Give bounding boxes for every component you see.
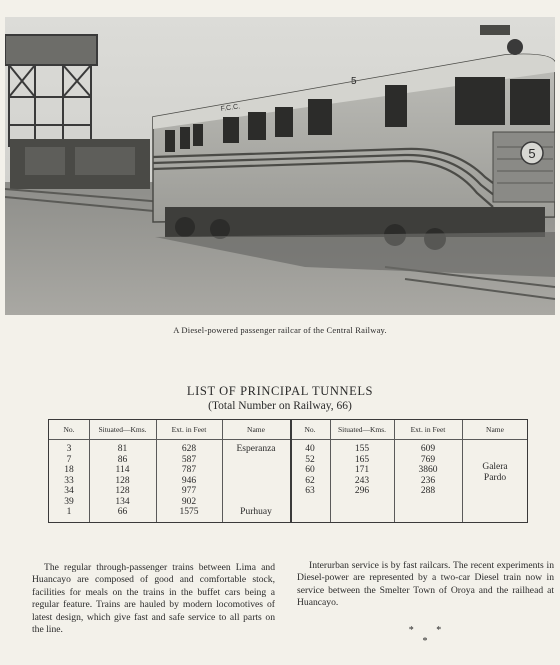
table-subtitle: (Total Number on Railway, 66) xyxy=(208,400,352,412)
right-feet-column xyxy=(394,444,462,497)
tunnel-name: Galera xyxy=(482,462,508,472)
table-cell: 628 xyxy=(181,444,197,454)
table-cell: 236 xyxy=(420,475,436,486)
header-no: No. xyxy=(63,425,75,434)
table-cell: 243 xyxy=(354,475,370,486)
ornament-stars: * * * xyxy=(408,625,452,647)
left-kms-column xyxy=(89,444,156,518)
tunnels-table xyxy=(48,419,528,523)
table-cell: 787 xyxy=(181,465,197,475)
table-cell: 66 xyxy=(117,507,128,517)
tunnel-name: Esperanza xyxy=(236,444,276,454)
right-kms-column xyxy=(330,444,394,497)
tunnel-name: Purhuay xyxy=(240,507,272,517)
table-cell: 609 xyxy=(420,444,436,454)
right-no-column xyxy=(290,444,330,497)
table-cell: 3 xyxy=(66,444,72,454)
railcar-side-number: 5 xyxy=(351,76,357,87)
table-cell: 18 xyxy=(64,465,74,475)
table-cell: 296 xyxy=(354,486,370,496)
table-cell: 171 xyxy=(354,465,370,475)
body-paragraph-left: The regular through-passenger trains between Lima and Huancayo are composed of good and comfortable stock, facilities for meals on the trains in the buffet cars being a regular feature. Trains are hauled by modern locomotives of latest design, which give fast and safe service to all parts on the line. xyxy=(32,562,275,636)
railcar-letters: F.C.C. xyxy=(220,103,241,113)
table-cell: 60 xyxy=(305,465,315,475)
table-cell: 1575 xyxy=(179,507,199,517)
table-cell: 977 xyxy=(181,486,197,496)
header-feet: Ext. in Feet xyxy=(171,425,207,434)
table-cell: 34 xyxy=(64,486,74,496)
header-name-2: Name xyxy=(486,425,504,434)
table-cell: 288 xyxy=(420,486,436,496)
railcar-photo xyxy=(5,17,555,315)
table-cell: 114 xyxy=(115,465,130,475)
table-cell: 3860 xyxy=(418,465,438,475)
table-cell: 52 xyxy=(305,454,315,465)
table-cell: 165 xyxy=(354,454,370,465)
table-cell: 128 xyxy=(115,486,130,496)
table-cell: 902 xyxy=(181,496,197,507)
body-paragraph-right: Interurban service is by fast railcars. The recent experiments in Diesel-power are represented by a two-car Diesel train now in service between the Smelter Town of Oroya and the railhead at Huancayo. xyxy=(297,560,554,609)
table-cell: 1 xyxy=(66,507,72,517)
table-cell: 62 xyxy=(305,475,315,486)
photo-caption: A Diesel-powered passenger railcar of the Central Railway. xyxy=(173,325,387,335)
left-no-column xyxy=(49,444,89,518)
table-cell: 81 xyxy=(117,444,128,454)
header-no-2: No. xyxy=(304,425,316,434)
table-cell: 63 xyxy=(305,486,315,496)
table-cell: 128 xyxy=(115,475,130,486)
railcar-number-plate: 5 xyxy=(528,146,536,161)
table-cell: 155 xyxy=(354,444,370,454)
tunnel-name: Pardo xyxy=(483,473,507,483)
table-cell: 946 xyxy=(181,475,197,486)
table-cell: 769 xyxy=(420,454,436,465)
table-title: LIST OF PRINCIPAL TUNNELS xyxy=(186,384,374,398)
table-cell: 86 xyxy=(117,454,128,465)
header-kms: Situated—Kms. xyxy=(98,425,147,434)
table-cell: 134 xyxy=(115,496,130,507)
table-cell: 40 xyxy=(305,444,315,454)
table-cell: 587 xyxy=(181,454,197,465)
header-kms-2: Situated—Kms. xyxy=(337,425,387,434)
table-cell: 7 xyxy=(66,454,72,465)
header-feet-2: Ext. in Feet xyxy=(410,425,446,434)
table-cell: 33 xyxy=(64,475,74,486)
left-feet-column xyxy=(156,444,222,518)
header-name: Name xyxy=(247,425,265,434)
table-cell: 39 xyxy=(64,496,74,507)
